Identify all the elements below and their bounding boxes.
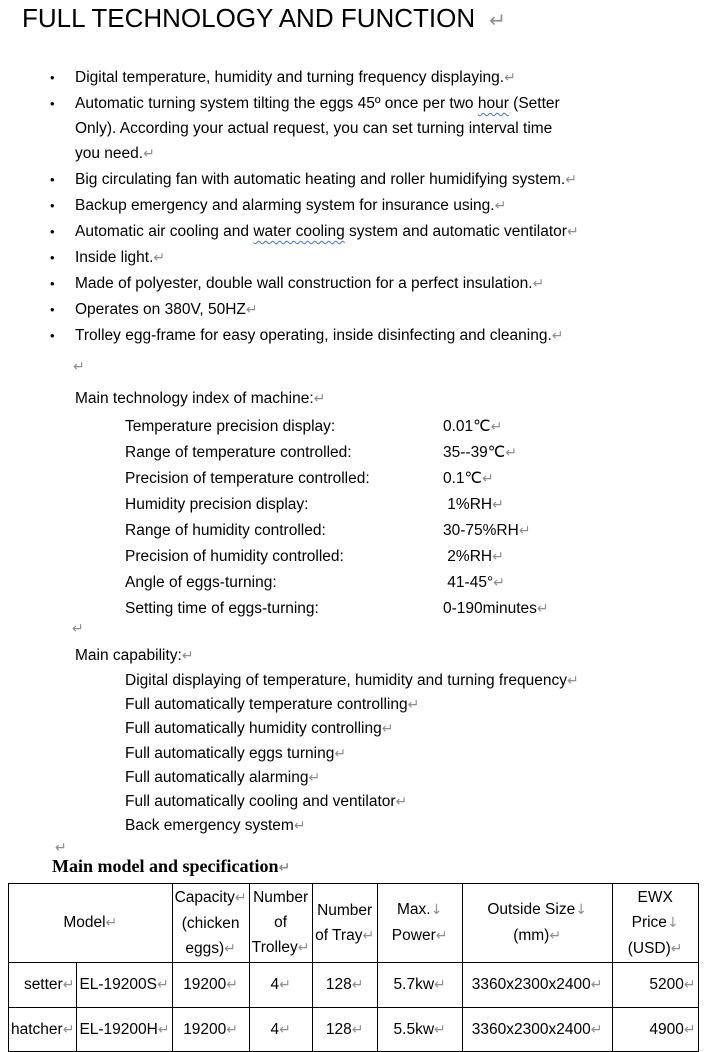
bullet-icon: •	[50, 328, 55, 343]
paragraph-mark-icon: ↵	[278, 860, 291, 876]
paragraph-mark-icon: ↵	[72, 621, 84, 637]
tech-index-list	[125, 414, 549, 622]
spec-table-header-cell: Outside Size↓ (mm)↵	[462, 884, 612, 963]
spec-table-cell: EL-19200S↵	[77, 963, 172, 1008]
paragraph-mark-icon: ↵	[224, 940, 236, 957]
bullet-item	[48, 323, 698, 349]
bullet-line	[75, 141, 698, 167]
paragraph-mark-icon: ↵	[590, 1021, 603, 1038]
capability-heading: Main capability:↵	[75, 647, 194, 664]
spec-table-cell: 128↵	[312, 1008, 377, 1052]
bullet-icon: •	[50, 96, 55, 111]
tech-index-value: 0.1℃	[443, 470, 482, 487]
spec-table-cell: 19200↵	[172, 963, 249, 1008]
bullet-line	[75, 271, 698, 297]
bullet-item	[48, 297, 698, 323]
spellcheck-squiggle-text: hour	[477, 95, 509, 112]
paragraph-mark-icon: ↵	[565, 172, 577, 188]
bullet-item	[48, 65, 698, 91]
line-break-mark-icon: ↓	[430, 902, 443, 918]
tech-index-label: Angle of eggs-turning:	[125, 574, 277, 591]
spec-table-cell: 4900↵	[612, 1008, 698, 1052]
spec-table-cell: 128↵	[312, 963, 377, 1008]
tech-index-row	[125, 440, 549, 466]
paragraph-mark-icon: ↵	[105, 915, 118, 931]
paragraph-mark-icon: ↵	[434, 977, 446, 993]
line-break-mark-icon: ↓	[666, 914, 679, 931]
paragraph-mark-icon: ↵	[566, 224, 579, 240]
bullet-icon: •	[50, 224, 55, 239]
tech-index-value: 35--39℃	[443, 444, 506, 461]
bullet-item	[48, 167, 698, 193]
paragraph-mark-icon: ↵	[279, 1021, 291, 1038]
paragraph-mark-icon: ↵	[494, 198, 507, 214]
paragraph-mark-icon: ↵	[490, 419, 503, 435]
bullet-item	[48, 91, 698, 167]
tech-index-value: 2%RH	[443, 548, 493, 565]
paragraph-mark-icon: ↵	[55, 840, 67, 856]
spec-table-heading: Main model and specification↵	[52, 856, 291, 876]
paragraph-mark-icon: ↵	[62, 977, 75, 993]
spec-table-header-cell: Model↵	[9, 884, 173, 963]
paragraph-mark-icon: ↵	[226, 977, 239, 993]
paragraph-mark-icon: ↵	[549, 928, 562, 944]
spec-table-cell: hatcher↵	[9, 1008, 77, 1052]
bullet-icon: •	[50, 250, 55, 265]
paragraph-mark-icon: ↵	[351, 977, 364, 993]
bullet-text: Inside light.	[75, 249, 154, 266]
tech-index-value: 30-75%RH	[443, 522, 519, 539]
bullet-icon: •	[50, 276, 55, 291]
paragraph-mark-icon: ↵	[567, 673, 579, 689]
tech-index-row	[125, 414, 549, 440]
paragraph-mark-icon: ↵	[381, 721, 394, 738]
capability-item: Full automatically temperature controlling↵	[125, 696, 420, 714]
capability-item: Full automatically eggs turning↵	[125, 744, 347, 762]
paragraph-mark-icon: ↵	[234, 889, 247, 906]
spec-table-body	[9, 963, 699, 1052]
paragraph-mark-icon: ↵	[435, 928, 448, 944]
bullet-line	[75, 219, 698, 245]
bullet-item	[48, 271, 698, 297]
spec-table-header-cell: Capacity↵ (chicken eggs)↵	[172, 884, 249, 963]
bullet-line	[75, 245, 698, 271]
bullet-text: Backup emergency and alarming system for insurance using.	[75, 197, 495, 214]
bullet-icon: •	[50, 70, 55, 85]
bullet-text: Digital temperature, humidity and turning frequency displaying.	[75, 69, 505, 86]
paragraph-mark-icon: ↵	[504, 70, 516, 86]
paragraph-mark-icon: ↵	[362, 927, 375, 944]
page-title-text: FULL TECHNOLOGY AND FUNCTION	[22, 3, 476, 33]
paragraph-mark-icon: ↵	[683, 977, 696, 993]
bullet-text: (Setter	[508, 95, 560, 112]
bullet-text: you need.	[75, 145, 144, 162]
paragraph-mark-icon: ↵	[313, 391, 326, 407]
tech-index-row	[125, 544, 549, 570]
tech-index-row	[125, 570, 549, 596]
paragraph-mark-icon: ↵	[532, 276, 545, 292]
paragraph-mark-icon: ↵	[297, 940, 310, 956]
paragraph-mark-icon: ↵	[505, 445, 517, 461]
spec-table-header-cell: EWX Price↓ (USD)↵	[612, 884, 698, 963]
paragraph-mark-icon: ↵	[492, 549, 504, 565]
bullet-item	[48, 245, 698, 271]
spec-table-row	[9, 1008, 699, 1052]
spec-table-cell: EL-19200H↵	[77, 1008, 172, 1052]
tech-index-label: Humidity precision display:	[125, 496, 309, 513]
spec-table-cell: 4↵	[249, 963, 312, 1008]
spec-table-header-cell: Max.↓ Power↵	[377, 884, 462, 963]
paragraph-mark-icon: ↵	[536, 601, 549, 617]
paragraph-mark-icon: ↵	[62, 1021, 75, 1038]
spec-table-cell: 5.5kw↵	[377, 1008, 462, 1052]
paragraph-mark-icon: ↵	[226, 1021, 239, 1038]
bullet-icon: •	[50, 302, 55, 317]
spec-table-cell: 19200↵	[172, 1008, 249, 1052]
paragraph-mark-icon: ↵	[407, 697, 420, 714]
tech-index-label: Temperature precision display:	[125, 418, 336, 435]
tech-index-row	[125, 492, 549, 518]
tech-index-label: Range of humidity controlled:	[125, 522, 326, 539]
spec-table-cell: 5.7kw↵	[377, 963, 462, 1008]
tech-index-value: 0.01℃	[443, 418, 491, 435]
tech-index-label: Range of temperature controlled:	[125, 444, 352, 461]
bullet-text: Trolley egg-frame for easy operating, inside disinfecting and cleaning.	[75, 327, 552, 344]
capability-item: Full automatically humidity controlling↵	[125, 720, 394, 738]
bullet-text: system and automatic ventilator	[344, 223, 567, 240]
bullet-text: Only). According your actual request, you can set turning interval time	[75, 120, 553, 137]
tech-index-row	[125, 596, 549, 622]
spec-table-header-cell: Number of Tray↵	[312, 884, 377, 963]
bullet-line	[75, 65, 698, 91]
capability-list	[125, 669, 579, 838]
bullet-line	[75, 297, 698, 323]
paragraph-mark-icon: ↵	[73, 359, 85, 375]
paragraph-mark-icon: ↵	[492, 497, 504, 513]
paragraph-mark-icon: ↵	[351, 1021, 364, 1038]
bullet-item	[48, 219, 698, 245]
paragraph-mark-icon: ↵	[590, 977, 603, 993]
bullet-text: Automatic air cooling and	[75, 223, 254, 240]
feature-list	[48, 65, 698, 349]
paragraph-mark-icon: ↵	[153, 250, 166, 266]
tech-index-label: Setting time of eggs-turning:	[125, 600, 319, 617]
paragraph-mark-icon: ↵	[434, 1021, 446, 1038]
paragraph-mark-icon: ↵	[334, 745, 347, 762]
spec-table	[8, 883, 699, 1052]
paragraph-mark-icon: ↵	[489, 8, 506, 32]
bullet-line	[75, 193, 698, 219]
spec-table-cell: 4↵	[249, 1008, 312, 1052]
page-title	[22, 3, 506, 34]
bullet-text: Made of polyester, double wall construction for a perfect insulation.	[75, 275, 533, 292]
paragraph-mark-icon: ↵	[279, 977, 291, 993]
bullet-line	[75, 323, 698, 349]
paragraph-mark-icon: ↵	[493, 575, 505, 591]
tech-index-value: 1%RH	[443, 496, 493, 513]
bullet-item	[48, 193, 698, 219]
bullet-icon: •	[50, 172, 55, 187]
line-break-mark-icon: ↓	[575, 902, 587, 918]
spec-table-header-row	[9, 884, 699, 963]
spec-table-cell: 3360x2300x2400↵	[462, 1008, 612, 1052]
bullet-line	[75, 116, 698, 141]
spec-table-row	[9, 963, 699, 1008]
capability-item: Digital displaying of temperature, humidity and turning frequency↵	[125, 672, 579, 689]
tech-index-row	[125, 518, 549, 544]
bullet-icon: •	[50, 198, 55, 213]
spec-table-header	[9, 884, 699, 963]
tech-index-value: 0-190minutes	[443, 600, 537, 617]
paragraph-mark-icon: ↵	[293, 818, 306, 835]
paragraph-mark-icon: ↵	[395, 794, 408, 811]
spec-table-cell: 5200↵	[612, 963, 698, 1008]
bullet-line	[75, 167, 698, 193]
bullet-text: Automatic turning system tilting the eggs 45º once per two	[75, 95, 478, 112]
spec-table-header-cell: Number of Trolley↵	[249, 884, 312, 963]
paragraph-mark-icon: ↵	[551, 328, 564, 344]
capability-item: Back emergency system↵	[125, 817, 306, 835]
bullet-text: Big circulating fan with automatic heating and roller humidifying system.	[75, 171, 566, 188]
spec-table-cell: setter↵	[9, 963, 77, 1008]
paragraph-mark-icon: ↵	[308, 769, 321, 786]
spellcheck-squiggle-text: water cooling	[253, 223, 345, 240]
spec-table-cell: 3360x2300x2400↵	[462, 963, 612, 1008]
tech-index-heading: Main technology index of machine:↵	[75, 390, 326, 407]
paragraph-mark-icon: ↵	[683, 1021, 696, 1038]
bullet-text: Operates on 380V, 50HZ	[75, 301, 246, 318]
capability-item: Full automatically alarming↵	[125, 768, 321, 786]
tech-index-row	[125, 466, 549, 492]
capability-item: Full automatically cooling and ventilator↵	[125, 793, 408, 811]
bullet-line	[75, 91, 698, 116]
paragraph-mark-icon: ↵	[670, 940, 683, 957]
tech-index-label: Precision of temperature controlled:	[125, 470, 370, 487]
paragraph-mark-icon: ↵	[143, 146, 155, 162]
paragraph-mark-icon: ↵	[157, 977, 169, 993]
tech-index-label: Precision of humidity controlled:	[125, 548, 344, 565]
tech-index-value: 41-45°	[443, 574, 494, 591]
paragraph-mark-icon: ↵	[481, 471, 494, 487]
paragraph-mark-icon: ↵	[518, 523, 531, 539]
paragraph-mark-icon: ↵	[245, 302, 258, 318]
paragraph-mark-icon: ↵	[157, 1021, 170, 1038]
paragraph-mark-icon: ↵	[181, 648, 194, 664]
